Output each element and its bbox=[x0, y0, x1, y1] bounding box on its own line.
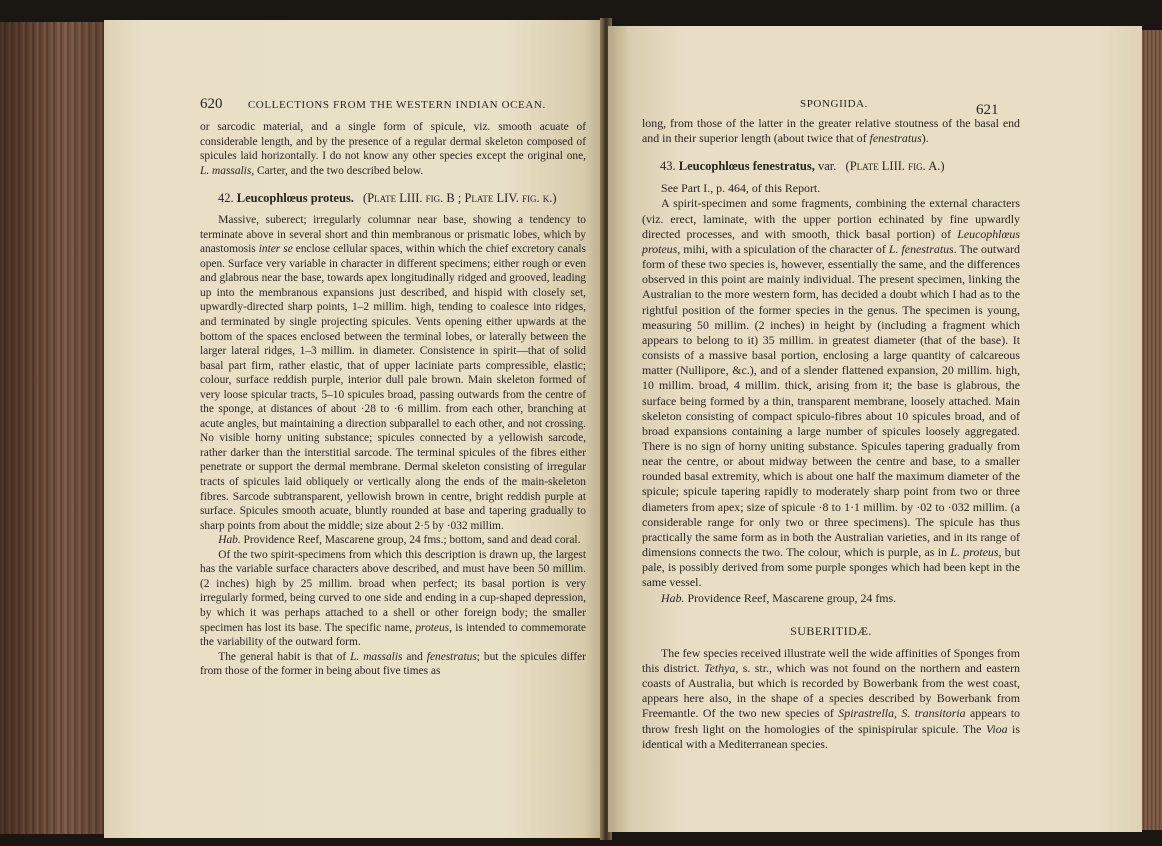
text-run: Massive, suberect; irregularly columnar near base, showing a tendency to terminate above in several short and thin membranous or prismatic lobes, which by anastomosis bbox=[200, 214, 586, 256]
right-page-edges bbox=[1140, 30, 1162, 830]
description-paragraph bbox=[642, 196, 1020, 590]
italic-run: proteus bbox=[415, 621, 450, 634]
text-run: Of the two spirit-specimens from which this description is drawn up, the largest has the variable surface characters above described, and must have been 50 millim. (2 inches) high by 25 millim. broad when perfect; its basal portion is very irregularly formed, being curved to one side and ending in a cup-shaped depression, by which it was perhaps attached to a shell or other foreign body; the smaller specimen has lost its base. The specific name, bbox=[200, 548, 586, 634]
general-habit-paragraph bbox=[200, 650, 586, 679]
left-running-header bbox=[200, 96, 546, 113]
right-page bbox=[608, 26, 1142, 832]
text-run: Providence Reef, Mascarene group, 24 fms. bbox=[684, 590, 897, 605]
text-run: , Carter, and the two described below. bbox=[251, 164, 424, 177]
plate-reference: (Plate LIII. fig. B ; Plate LIV. fig. k.) bbox=[363, 191, 557, 206]
habitat-paragraph bbox=[200, 533, 586, 548]
right-text-column bbox=[642, 116, 1020, 752]
specimens-paragraph bbox=[200, 548, 586, 650]
text-run: long, from those of the latter in the greater relative stoutness of the basal end and in their superior length (about twice that of bbox=[642, 116, 1020, 146]
family-paragraph bbox=[642, 646, 1020, 752]
italic-run: inter se bbox=[258, 243, 293, 256]
continuation-paragraph bbox=[642, 116, 1020, 146]
italic-run: L. massalis bbox=[350, 650, 403, 663]
text-run: enclose cellular spaces, within which the chief excretory canals open. Surface very variable in character in different specimens; either rough or even and glabrous near the base, towards apex longitudinally ridged and grooved, leading up into the membranous expansions just described, and hispid with closely set, upwardly-directed sharp points, 1–2 millim. high, tending to coalesce into ridges, and terminated by single projecting spicules. Vents opening either upwards at the bottom of the spaces enclosed between the terminal lobes, or laterally between the larger lateral ridges, 1–3 millim. in diameter. Consistence in spirit—that of solid basal part firm, rather elastic, that of upper laciniate parts compressible, elastic; colour, surface reddish purple, interior dull pale brown. Main skeleton formed of very loose spicular tracts, 5–10 spicules broad, passing outwards from the centre of the sponge, at distances of about ·28 to ·6 millim. from each other, branching at acute angles, but maintaining a direction subparallel to each other, and not crossing. No visible horny uniting substance; spicules connected by a yellowish sarcode, rather darker than the interstitial sarcode. The terminal spicules of the fibres either penetrate or support the dermal membrane. Dermal skeleton consisting of irregular tracts of spicules laid obliquely or vertically along the ends of the main-skeleton fibres. Sarcode subtransparent, yellowish brown in centre, bright reddish purple at surface. Spicules smooth acuate, bluntly rounded at base and tapering gradually to sharp points from about the middle; size about 2·5 by ·032 millim. bbox=[200, 243, 586, 532]
left-page bbox=[104, 20, 604, 838]
text-run: . The outward form of these two species is, however, essentially the same, and the differences observed in this point are mainly individual. The present specimen, linking the Australian to the more western form, has decided a doubt which I had as to the rightful position of the former species in the genus. The specimen is young, measuring 50 millim. (2 inches) in height by (including a fragment which appears to belong to it) 35 millim. in greatest diameter (that of the base). It consists of a massive basal portion, enclosing a large quantity of calcareous matter (Nullipore, &c.), and of a slender flattened expansion, 20 millim. high, 10 millim. broad, 4 millim. thick, arising from it; the base is glabrous, the surface being formed by a thin, transparent membrane, loosely attached. Main skeleton consisting of compact spiculo-fibres about 10 spicules broad, and of broad expansions containing a large number of spicules loosely aggregated. There is no sign of horny uniting substance. Spicules tapering gradually from near the centre, or about midway between the centre and base, to a smaller rounded basal extremity, which is about one half the maximum diameter of the spicule; spicule tapering rapidly to moderately sharp point from two or three diameters from apex; size of spicule ·8 to 1·1 millim. by ·02 to ·032 millim. (a considerable range for only two or three specimens). The spicule has thus practically the same form as in both the Australian varieties, and in its range of dimensions connects the two. The colour, which is purple, as in bbox=[642, 241, 1020, 560]
left-page-number: 620 bbox=[200, 96, 223, 112]
variety-label: var. bbox=[818, 159, 837, 174]
left-running-head-text: COLLECTIONS FROM THE WESTERN INDIAN OCEAN. bbox=[247, 99, 546, 111]
description-paragraph bbox=[200, 213, 586, 533]
italic-run: Hab. bbox=[661, 590, 685, 605]
habitat-paragraph bbox=[642, 591, 1020, 606]
text-run: The few species received illustrate well the wide affinities of Sponges from this district. bbox=[642, 645, 1020, 675]
heading-number: 42. bbox=[218, 191, 234, 206]
text-run: appears to throw fresh light on the homologies of the spinispirular spicule. The bbox=[642, 706, 1020, 736]
plate-reference: (Plate LIII. fig. A.) bbox=[845, 159, 945, 174]
right-page-number: 621 bbox=[976, 102, 999, 118]
heading-number: 43. bbox=[660, 159, 676, 174]
italic-run: Leucophlœus proteus bbox=[642, 226, 1020, 256]
italic-run: L. proteus bbox=[950, 545, 999, 560]
italic-run: L. massalis bbox=[200, 164, 252, 177]
text-run: is identical with a Mediterranean species. bbox=[642, 721, 1020, 751]
see-part-reference: See Part I., p. 464, of this Report. bbox=[661, 181, 821, 196]
intro-paragraph bbox=[200, 120, 586, 178]
italic-run: Spirastrella, S. transitoria bbox=[838, 706, 966, 721]
text-run: , is intended to commemorate the variability of the outward form. bbox=[200, 621, 586, 649]
text-run: A spirit-specimen and some fragments, combining the external characters (viz. erect, laminate, with the upper portion echinated by fine upwardly directed processes, and with smooth, thick basal portion) of bbox=[642, 196, 1020, 241]
text-run: ). bbox=[921, 131, 929, 146]
species-heading-42 bbox=[200, 190, 586, 206]
species-name: Leucophlœus proteus. bbox=[236, 191, 354, 206]
family-heading: SUBERITIDÆ. bbox=[790, 623, 872, 638]
text-run: , mihi, with a spiculation of the character of bbox=[677, 241, 889, 256]
italic-run: Hab. bbox=[218, 534, 241, 547]
left-text-column bbox=[200, 120, 586, 679]
italic-run: Tethya bbox=[704, 661, 736, 675]
species-heading-43 bbox=[642, 158, 1020, 174]
right-running-head-text: SPONGIIDA. bbox=[800, 98, 869, 110]
italic-run: L. fenestratus bbox=[888, 241, 954, 256]
text-run: , s. str., which was not found on the northern and eastern coasts of Australia, but which is recorded by Bowerbank from the west coast, appears here also, in the shape of a species described by Bowerbank from Freemantle. Of the two new species of bbox=[642, 661, 1020, 721]
text-run: ; but the spicules differ from those of the former in being about five times as bbox=[200, 650, 586, 678]
text-run: or sarcodic material, and a single form of spicule, viz. smooth acuate of considerable length, and by the presence of a regular dermal skeleton composed of spicules laid horizontally. I do not know any other species except the original one, bbox=[200, 121, 586, 163]
text-run: The general habit is that of bbox=[218, 650, 351, 663]
text-run: , but pale, is possibly derived from some purple sponges which had been kept in the same vessel. bbox=[642, 545, 1020, 590]
italic-run: fenestratus bbox=[869, 131, 922, 146]
italic-run: Vioa bbox=[985, 721, 1008, 736]
text-run: Providence Reef, Mascarene group, 24 fms.; bottom, sand and dead coral. bbox=[240, 534, 581, 547]
italic-run: fenestratus bbox=[426, 650, 477, 663]
left-page-edges bbox=[0, 22, 108, 834]
species-name: Leucophlœus fenestratus, bbox=[678, 159, 815, 174]
text-run: and bbox=[402, 650, 427, 663]
